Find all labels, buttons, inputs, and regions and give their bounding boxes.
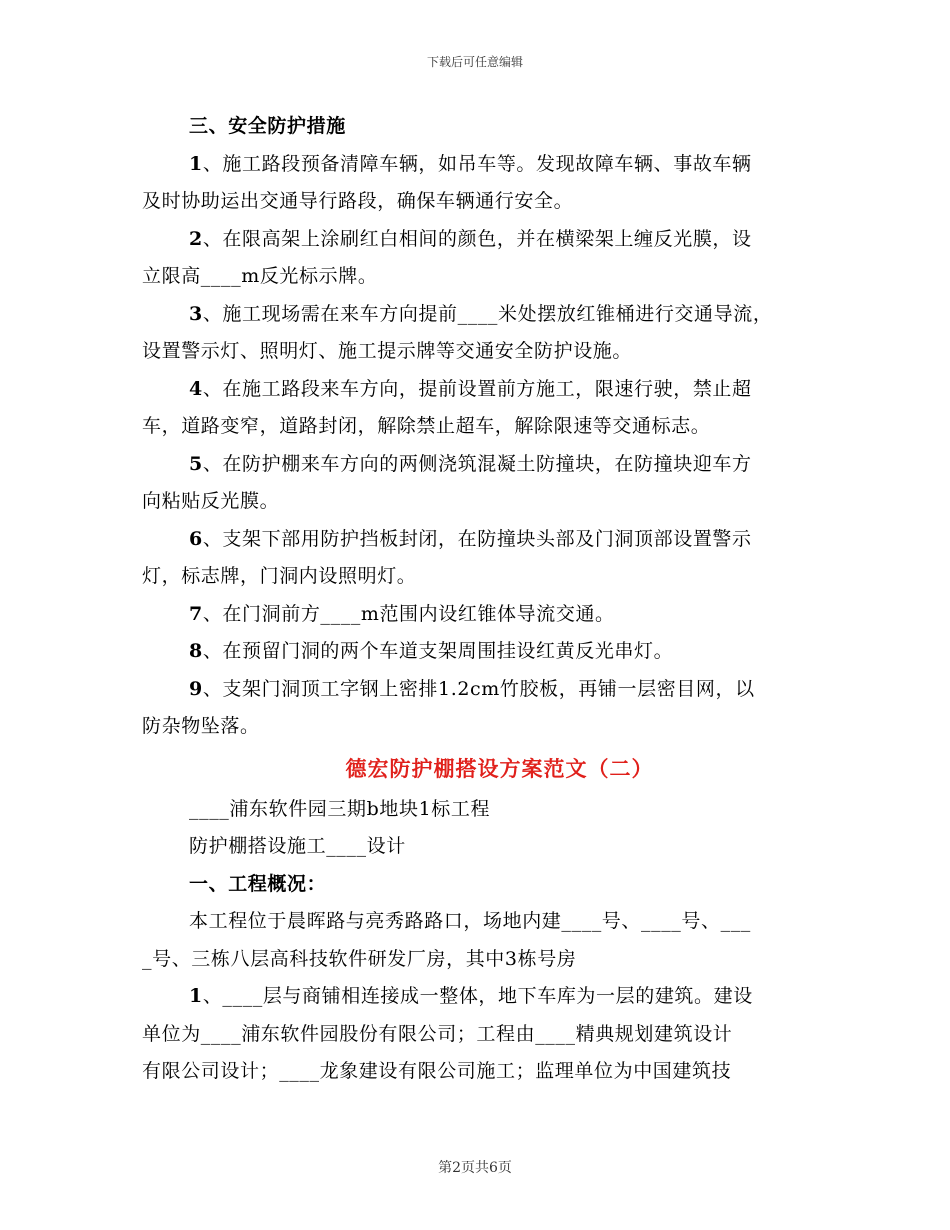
list-item	[142, 596, 817, 634]
item-number: 3	[189, 302, 203, 325]
list-item-continuation: 车，道路变窄，道路封闭，解除禁止超车，解除限速等交通标志。	[142, 415, 711, 437]
list-item	[142, 371, 817, 409]
paragraph-line: 本工程位于晨晖路与亮秀路路口，场地内建____号、____号、___	[189, 910, 751, 932]
project-subtitle: 防护棚搭设施工____设计	[189, 835, 406, 857]
list-item	[142, 521, 817, 559]
list-item	[142, 221, 817, 259]
page-header: 下载后可任意编辑	[426, 55, 523, 69]
list-item-continuation: 立限高____m反光标示牌。	[142, 265, 378, 287]
item-text: 、支架下部用防护挡板封闭，在防撞块头部及门洞顶部设置警示	[202, 527, 752, 550]
list-item	[142, 446, 817, 484]
item-text: 、施工现场需在来车方向提前____米处摆放红锥桶进行交通导流，	[202, 302, 773, 325]
item-number: 4	[189, 377, 203, 400]
section-heading-overview: 一、工程概况：	[189, 872, 327, 895]
item-number: 7	[189, 602, 203, 625]
list-item-continuation: 向粘贴反光膜。	[142, 490, 280, 512]
list-item-continuation: 灯，标志牌，门洞内设照明灯。	[142, 565, 417, 587]
list-item	[142, 296, 817, 334]
section-heading-safety: 三、安全防护措施	[189, 115, 346, 137]
item-text: 、支架门洞顶工字钢上密排1.2cm竹胶板，再铺一层密目网，以	[202, 677, 755, 700]
item-text: 、在限高架上涂刷红白相间的颜色，并在横梁架上缠反光膜，设	[202, 227, 752, 250]
list-item-continuation: 有限公司设计；____龙象建设有限公司施工；监理单位为中国建筑技	[142, 1060, 732, 1082]
item-number: 5	[189, 452, 203, 475]
list-item	[142, 633, 817, 671]
list-item-continuation: 设置警示灯、照明灯、施工提示牌等交通安全防护设施。	[142, 340, 633, 362]
list-item-continuation: 及时协助运出交通导行路段，确保车辆通行安全。	[142, 190, 574, 212]
project-name: ____浦东软件园三期b地块1标工程	[189, 797, 491, 820]
item-text: 、施工路段预备清障车辆，如吊车等。发现故障车辆、事故车辆	[202, 152, 752, 175]
document-body	[142, 108, 817, 1091]
paragraph-line: _号、三栋八层高科技软件研发厂房，其中3栋号房	[142, 947, 577, 970]
item-text: 、在预留门洞的两个车道支架周围挂设红黄反光串灯。	[202, 640, 674, 662]
list-item	[142, 671, 817, 709]
item-number: 8	[189, 640, 203, 662]
item-text: 、在施工路段来车方向，提前设置前方施工，限速行驶，禁止超	[202, 377, 752, 400]
document-title: 德宏防护棚搭设方案范文（二）	[345, 755, 654, 781]
item-text: 、____层与商铺相连接成一整体，地下车库为一层的建筑。建设	[202, 985, 753, 1007]
item-text: 、在防护棚来车方向的两侧浇筑混凝土防撞块，在防撞块迎车方	[202, 452, 752, 475]
list-item-continuation: 防杂物坠落。	[142, 715, 260, 737]
item-number: 9	[189, 677, 203, 700]
item-text: 、在门洞前方____m范围内设红锥体导流交通。	[202, 602, 615, 625]
item-number: 1	[189, 152, 203, 175]
item-number: 2	[189, 227, 203, 250]
page-footer: 第2页共6页	[438, 1160, 512, 1176]
list-item	[142, 978, 817, 1016]
list-item-continuation: 单位为____浦东软件园股份有限公司；工程由____精典规划建筑设计	[142, 1022, 733, 1045]
list-item	[142, 146, 817, 184]
item-number: 1	[189, 985, 203, 1007]
item-number: 6	[189, 527, 203, 550]
